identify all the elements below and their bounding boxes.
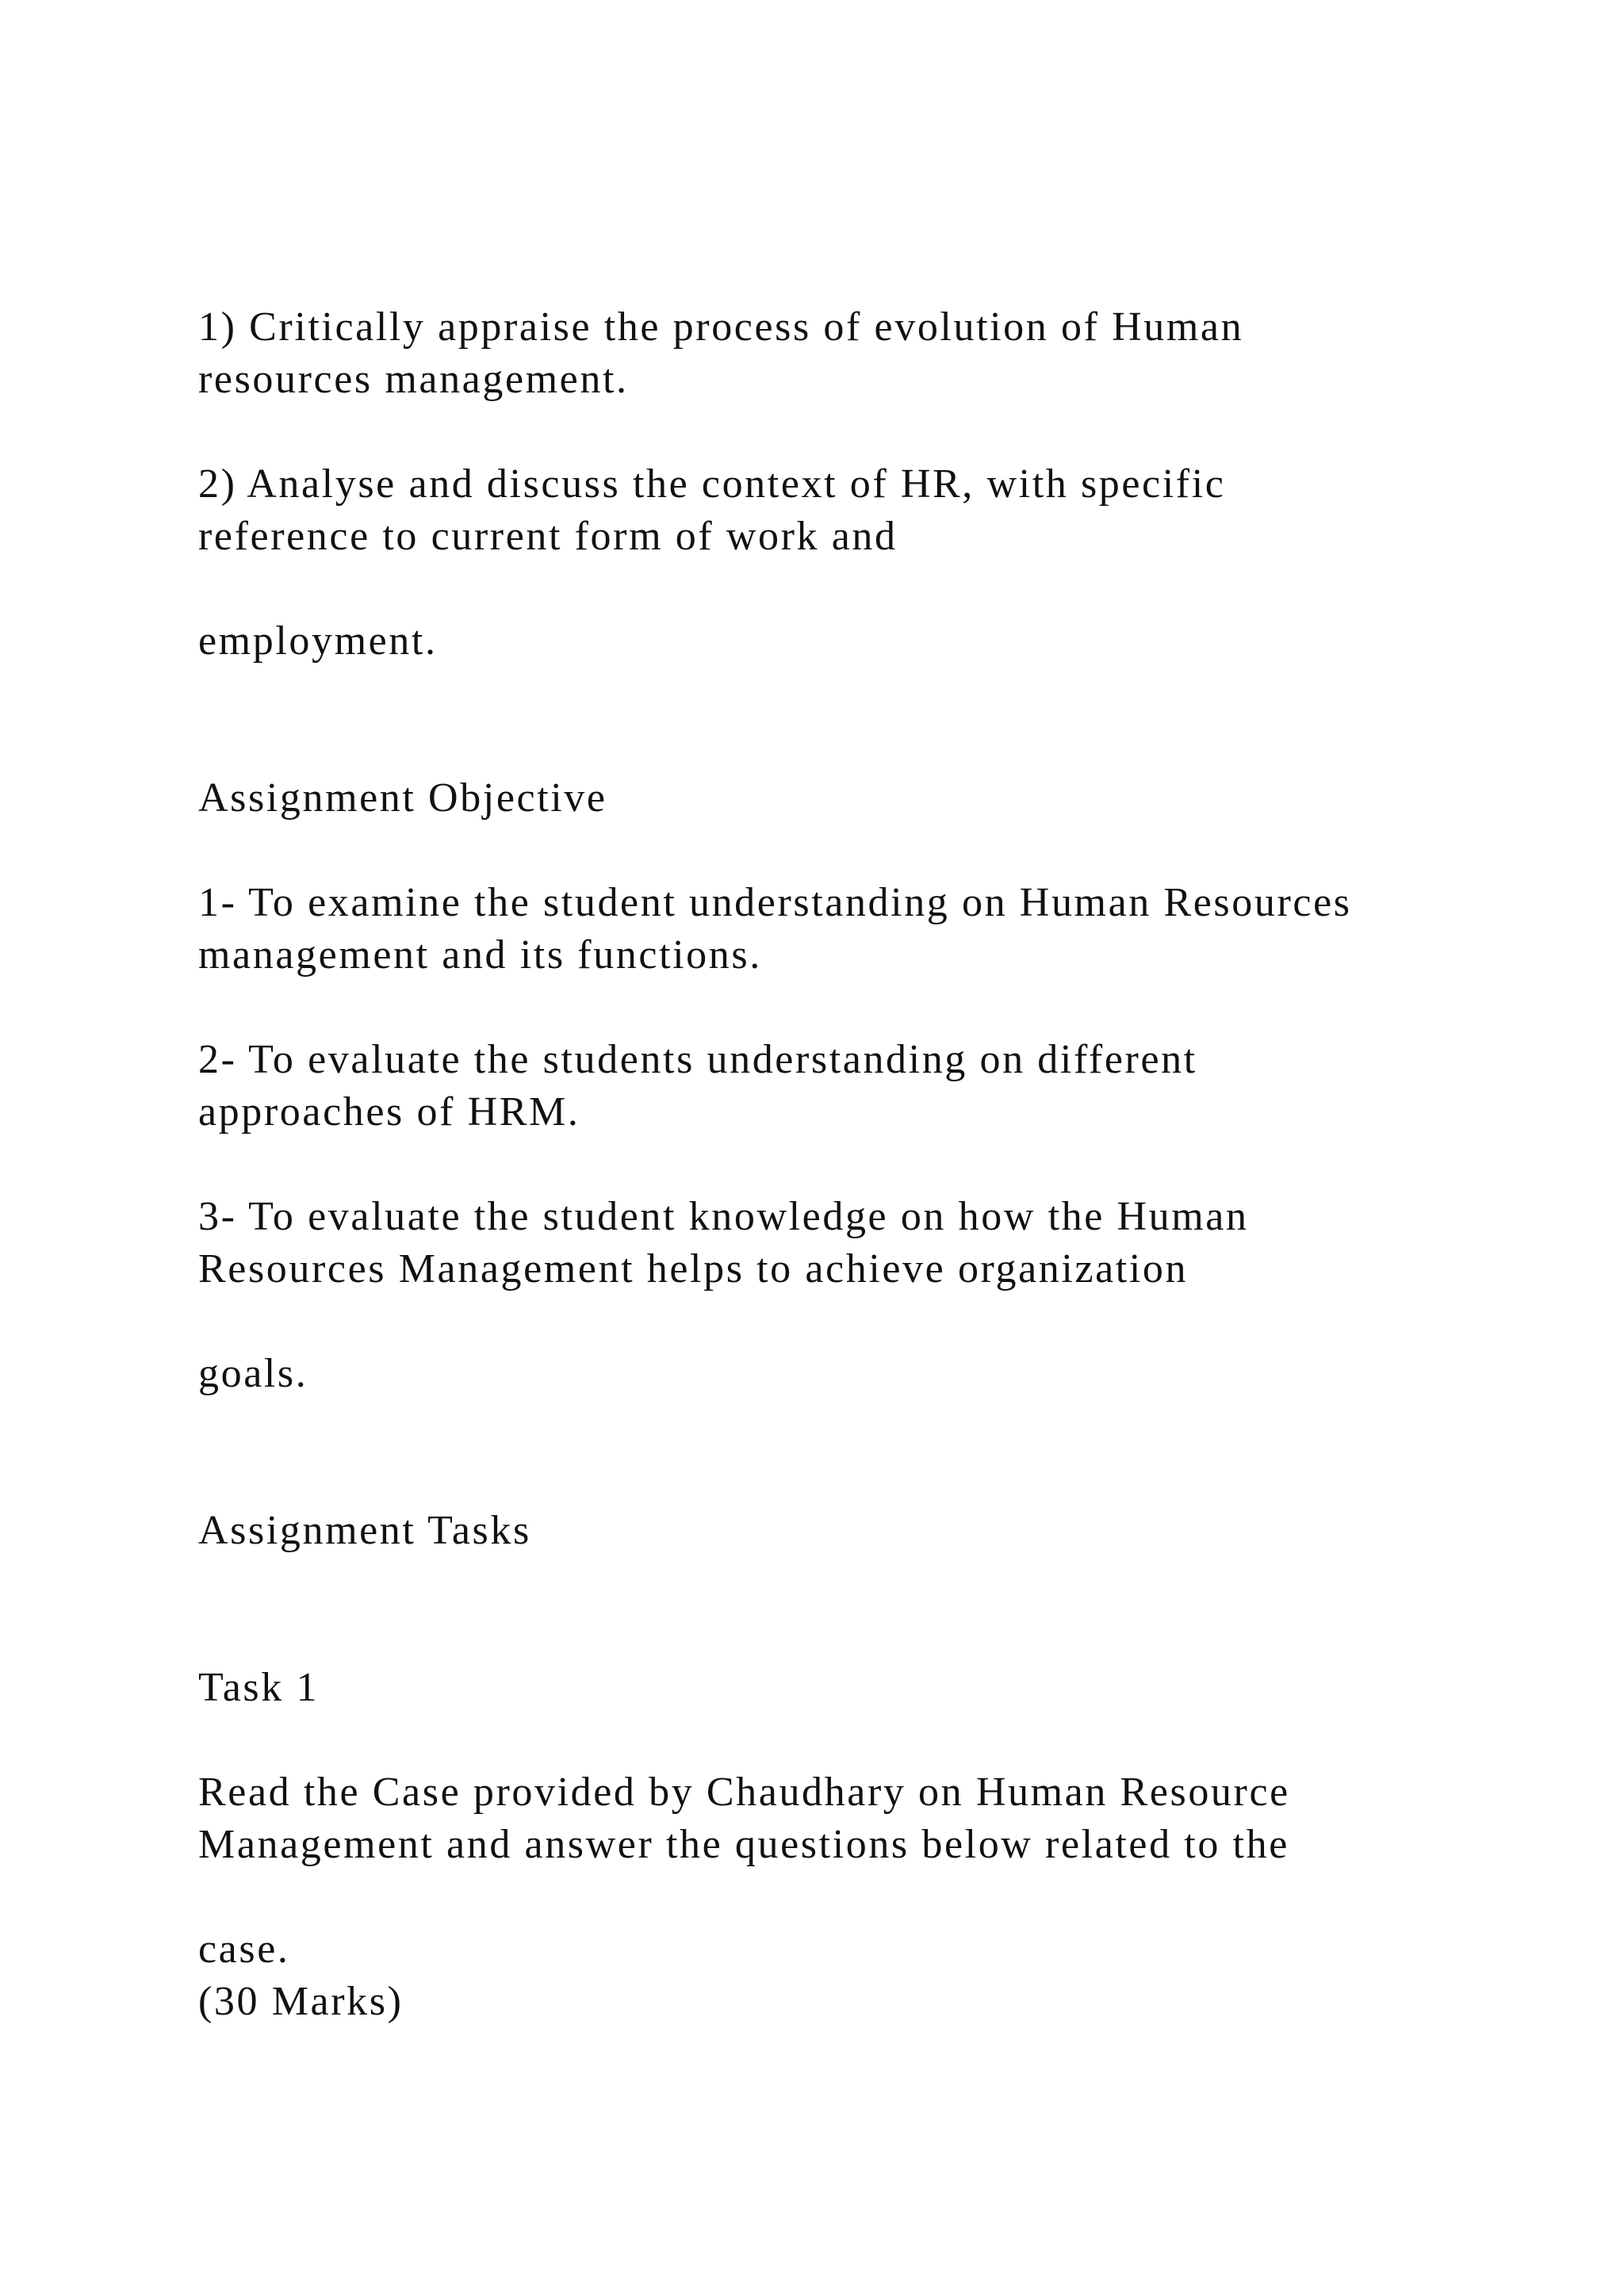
task-1-marks: (30 Marks) [198, 1979, 404, 2024]
objective-2-line-1: 2- To evaluate the students understanding on different [198, 1037, 1197, 1082]
outcome-2-line-2: reference to current form of work and [198, 514, 898, 559]
objective-3-line-3: goals. [198, 1351, 308, 1396]
objective-2-line-2: approaches of HRM. [198, 1089, 580, 1135]
outcome-2-line-3: employment. [198, 618, 438, 664]
outcome-1-line-1: 1) Critically appraise the process of evolution of Human [198, 304, 1244, 350]
outcome-1-line-2: resources management. [198, 357, 629, 402]
task-1-line-3: case. [198, 1927, 290, 1972]
objective-1-line-2: management and its functions. [198, 932, 762, 978]
task-1-line-1: Read the Case provided by Chaudhary on Human Resource [198, 1770, 1290, 1815]
section-heading-objective: Assignment Objective [198, 775, 607, 821]
task-1-line-2: Management and answer the questions below related to the [198, 1822, 1289, 1867]
outcome-2-line-1: 2) Analyse and discuss the context of HR, with specific [198, 461, 1226, 507]
objective-3-line-2: Resources Management helps to achieve organization [198, 1246, 1189, 1292]
section-heading-tasks: Assignment Tasks [198, 1508, 531, 1553]
objective-1-line-1: 1- To examine the student understanding on Human Resources [198, 880, 1352, 925]
objective-3-line-1: 3- To evaluate the student knowledge on how the Human [198, 1194, 1249, 1239]
task-heading: Task 1 [198, 1665, 320, 1710]
